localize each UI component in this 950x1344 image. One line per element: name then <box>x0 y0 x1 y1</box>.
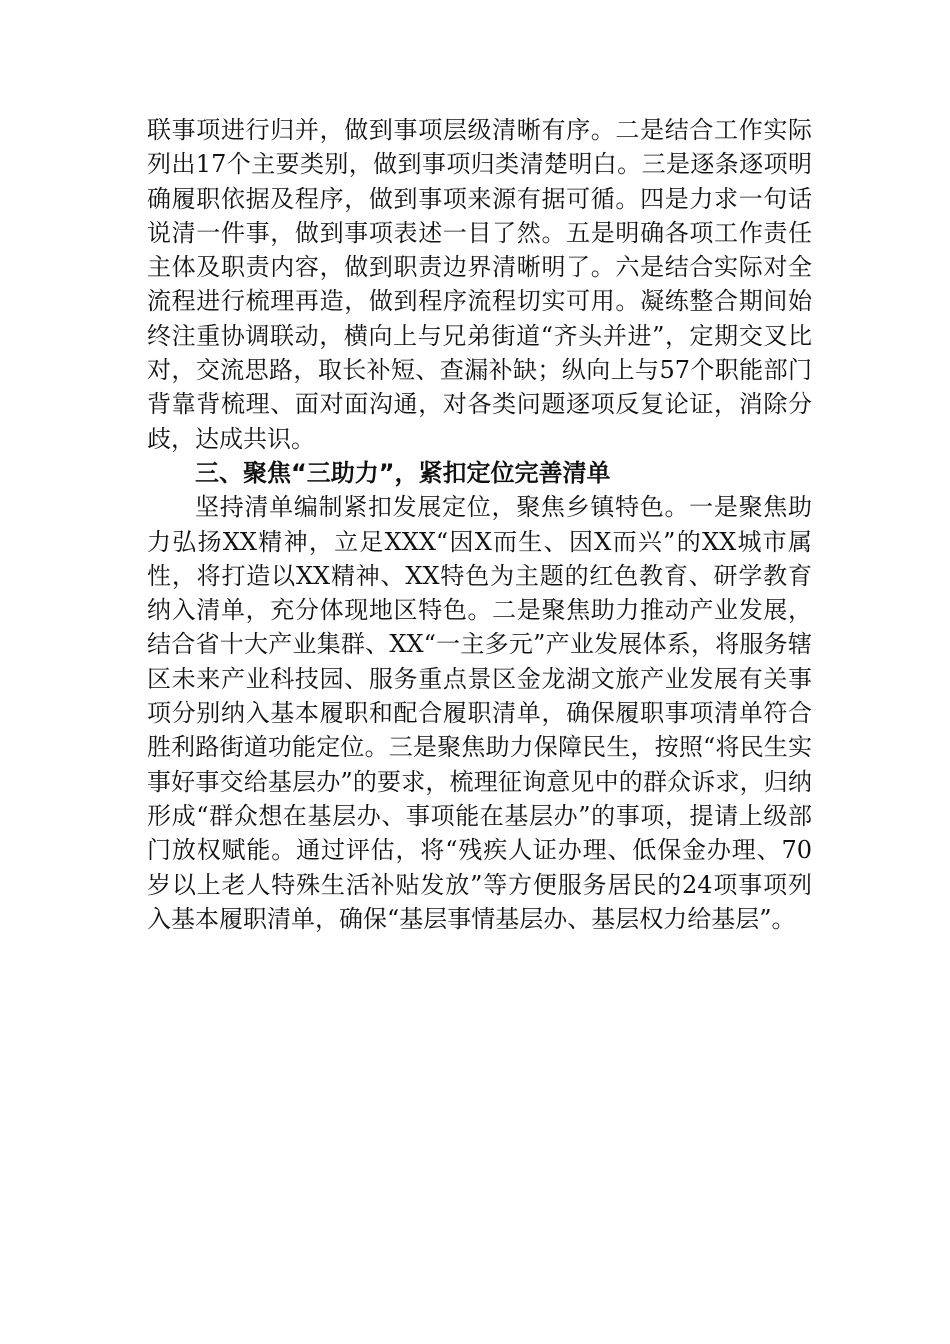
section-heading: 三、聚焦“三助力”，紧扣定位完善清单 <box>195 458 611 487</box>
paragraph-section-body: 坚持清单编制紧扣发展定位，聚焦乡镇特色。一是聚焦助力弘扬XX精神，立足XXX“因X而生、因X而兴”的XX城市属性，将打造以XX精神、XX特色为主题的红色教育、研学教育纳入清单，充分体现地区特色。二是聚焦助力推动产业发展，结合省十大产业集群、XX“一主多元”产业发展体系，将服务辖区未来产业科技园、服务重点景区金龙湖文旅产业发展有关事项分别纳入基本履职和配合履职清单，确保履职事项清单符合胜利路街道功能定位。三是聚焦助力保障民生，按照“将民生实事好事交给基层办”的要求，梳理征询意见中的群众诉求，归纳形成“群众想在基层办、事项能在基层办”的事项，提请上级部门放权赋能。通过评估，将“残疾人证办理、低保金办理、70岁以上老人特殊生活补贴发放”等方便服务居民的24项事项列入基本履职清单，确保“基层事情基层办、基层权力给基层”。 <box>147 493 812 933</box>
paragraph-continued: 联事项进行归并，做到事项层级清晰有序。二是结合工作实际列出17个主要类别，做到事项归类清楚明白。三是逐条逐项明确履职依据及程序，做到事项来源有据可循。四是力求一句话说清一件事，做到事项表述一目了然。五是明确各项工作责任主体及职责内容，做到职责边界清晰明了。六是结合实际对全流程进行梳理再造，做到程序流程切实可用。凝练整合期间始终注重协调联动，横向上与兄弟街道“齐头并进”，定期交叉比对，交流思路，取长补短、查漏补缺；纵向上与57个职能部门背靠背梳理、面对面沟通，对各类问题逐项反复论证，消除分歧，达成共识。 <box>147 116 812 453</box>
document-body <box>147 113 812 936</box>
